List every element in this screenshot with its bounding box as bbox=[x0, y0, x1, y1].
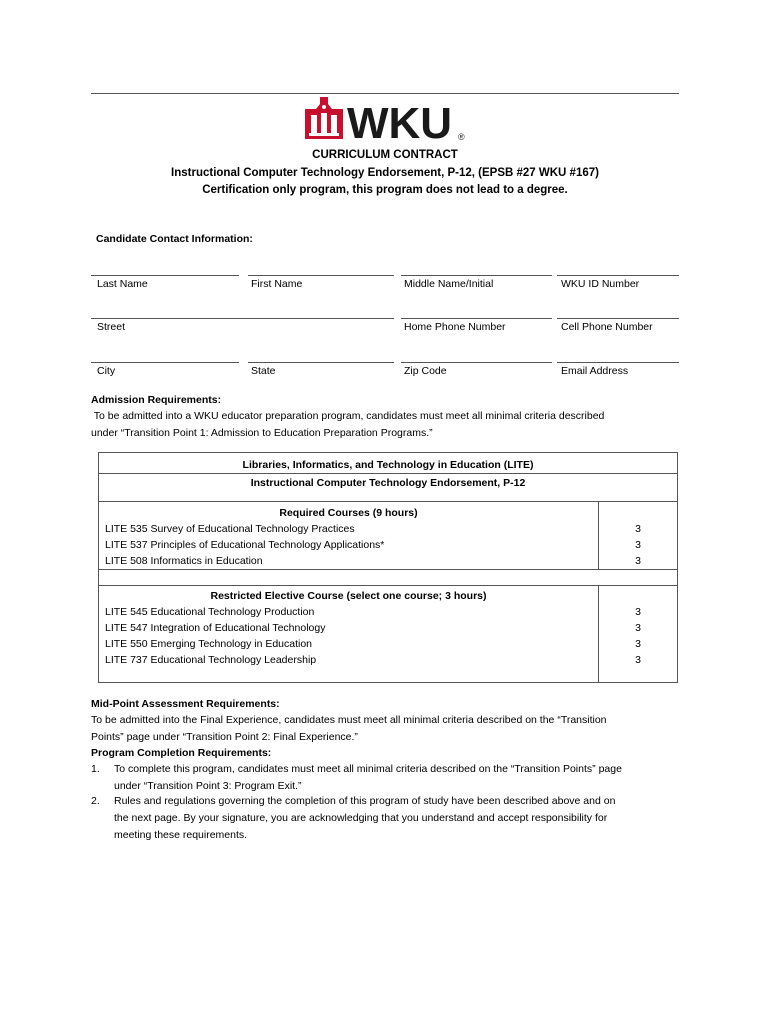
courses-table bbox=[98, 452, 678, 683]
list-text-line: under “Transition Point 3: Program Exit.” bbox=[114, 780, 302, 792]
course-hours: 3 bbox=[599, 553, 678, 570]
course-hours: 3 bbox=[599, 537, 678, 553]
page-title: CURRICULUM CONTRACT bbox=[312, 149, 458, 161]
first-name-label: First Name bbox=[251, 278, 303, 290]
table-row bbox=[99, 521, 678, 537]
course-name: LITE 545 Educational Technology Production bbox=[99, 604, 599, 620]
table-row bbox=[99, 537, 678, 553]
field-line bbox=[248, 275, 394, 276]
table-row bbox=[99, 502, 678, 522]
course-hours: 3 bbox=[599, 636, 678, 652]
course-name: LITE 508 Informatics in Education bbox=[99, 553, 599, 570]
logo-wordmark: WKU bbox=[347, 99, 453, 143]
course-hours: 3 bbox=[599, 652, 678, 668]
admission-heading: Admission Requirements: bbox=[91, 394, 222, 406]
course-hours: 3 bbox=[599, 521, 678, 537]
list-text-line: Rules and regulations governing the completion of this program of study have been described above and on bbox=[114, 795, 616, 807]
field-line bbox=[91, 318, 394, 319]
field-line bbox=[91, 275, 239, 276]
course-name: LITE 737 Educational Technology Leadership bbox=[99, 652, 599, 668]
list-item bbox=[91, 761, 691, 795]
wku-logo bbox=[303, 95, 473, 143]
field-line bbox=[557, 275, 679, 276]
required-heading: Required Courses (9 hours) bbox=[99, 502, 599, 522]
field-line bbox=[557, 318, 679, 319]
field-line bbox=[401, 362, 552, 363]
registered-mark: ® bbox=[458, 132, 465, 142]
list-number: 2. bbox=[91, 795, 100, 807]
table-spacer-row bbox=[99, 668, 678, 683]
field-line bbox=[557, 362, 679, 363]
midpoint-text-line: To be admitted into the Final Experience, candidates must meet all minimal criteria described on the “Transition bbox=[91, 714, 607, 726]
course-hours: 3 bbox=[599, 620, 678, 636]
table-spacer-row bbox=[99, 570, 678, 586]
admission-text-line: To be admitted into a WKU educator preparation program, candidates must meet all minimal criteria described bbox=[91, 410, 605, 422]
program-note: Certification only program, this program does not lead to a degree. bbox=[202, 184, 568, 196]
table-row bbox=[99, 604, 678, 620]
course-name: LITE 537 Principles of Educational Technology Applications* bbox=[99, 537, 599, 553]
list-item bbox=[91, 793, 691, 844]
course-hours: 3 bbox=[599, 604, 678, 620]
table-title: Libraries, Informatics, and Technology in Education (LITE) bbox=[99, 453, 678, 474]
table-title-row bbox=[99, 474, 678, 502]
midpoint-text-line: Points” page under “Transition Point 2: Final Experience.” bbox=[91, 731, 358, 743]
table-row bbox=[99, 553, 678, 570]
email-label: Email Address bbox=[561, 365, 629, 377]
field-line bbox=[401, 275, 552, 276]
list-text-line: meeting these requirements. bbox=[114, 829, 248, 841]
wku-id-label: WKU ID Number bbox=[561, 278, 640, 290]
field-line bbox=[401, 318, 552, 319]
middle-name-label: Middle Name/Initial bbox=[404, 278, 494, 290]
state-label: State bbox=[251, 365, 276, 377]
home-phone-label: Home Phone Number bbox=[404, 321, 506, 333]
table-row bbox=[99, 620, 678, 636]
field-line bbox=[248, 362, 394, 363]
list-text-line: the next page. By your signature, you are acknowledging that you understand and accept responsibility for bbox=[114, 812, 608, 824]
course-name: LITE 550 Emerging Technology in Education bbox=[99, 636, 599, 652]
completion-heading: Program Completion Requirements: bbox=[91, 747, 272, 759]
page-subtitle: Instructional Computer Technology Endorsement, P-12, (EPSB #27 WKU #167) bbox=[171, 167, 599, 179]
contact-heading: Candidate Contact Information: bbox=[96, 233, 253, 245]
admission-text-line: under “Transition Point 1: Admission to Education Preparation Programs.” bbox=[91, 427, 433, 439]
table-subtitle: Instructional Computer Technology Endorsement, P-12 bbox=[99, 474, 678, 502]
table-row bbox=[99, 636, 678, 652]
street-label: Street bbox=[97, 321, 126, 333]
course-name: LITE 535 Survey of Educational Technology Practices bbox=[99, 521, 599, 537]
field-line bbox=[91, 362, 239, 363]
list-number: 1. bbox=[91, 763, 100, 775]
course-name: LITE 547 Integration of Educational Technology bbox=[99, 620, 599, 636]
midpoint-heading: Mid-Point Assessment Requirements: bbox=[91, 698, 280, 710]
cell-phone-label: Cell Phone Number bbox=[561, 321, 653, 333]
table-row bbox=[99, 652, 678, 668]
table-row bbox=[99, 586, 678, 605]
top-divider bbox=[91, 93, 679, 94]
wku-logo-mark bbox=[303, 95, 473, 143]
city-label: City bbox=[97, 365, 116, 377]
elective-heading: Restricted Elective Course (select one course; 3 hours) bbox=[99, 586, 599, 605]
list-text-line: To complete this program, candidates must meet all minimal criteria described on the “Transition Points” page bbox=[114, 763, 622, 775]
zip-code-label: Zip Code bbox=[404, 365, 447, 377]
table-title-row bbox=[99, 453, 678, 474]
last-name-label: Last Name bbox=[97, 278, 148, 290]
